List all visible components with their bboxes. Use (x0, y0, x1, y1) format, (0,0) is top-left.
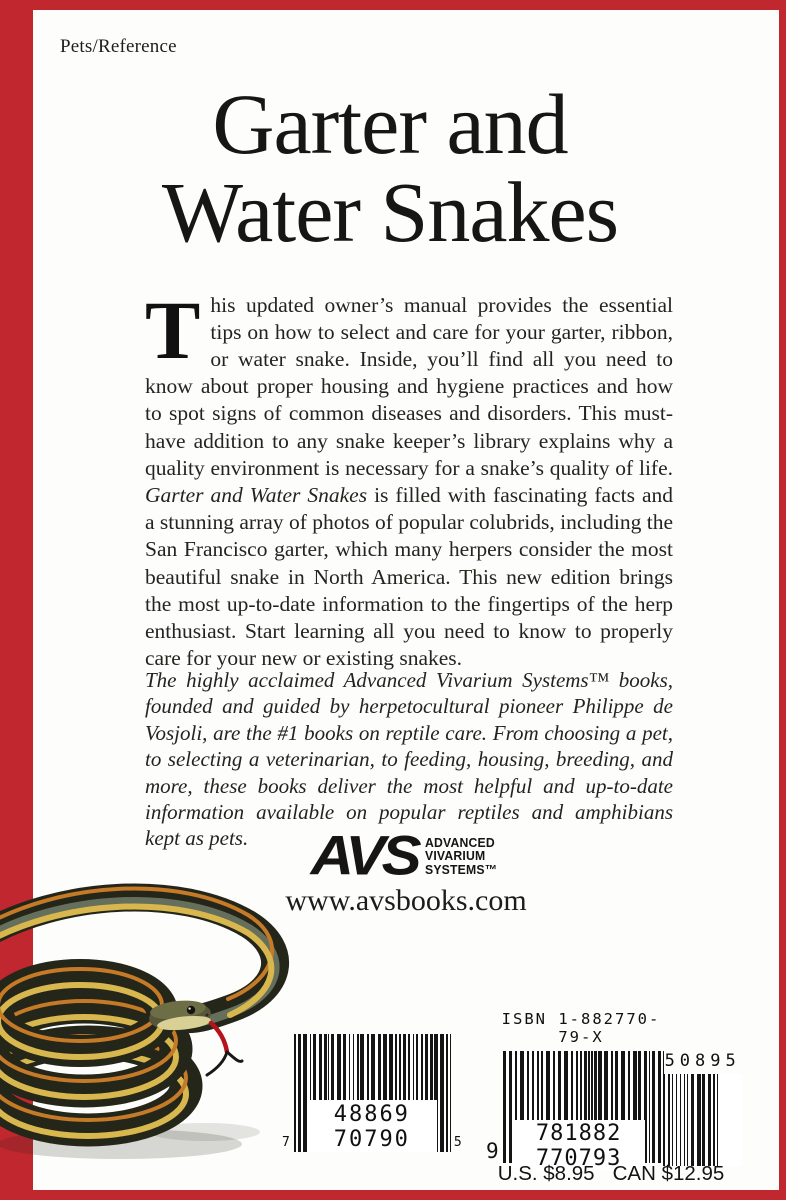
drop-cap: T (145, 283, 201, 376)
ean-digit-left: 9 (486, 1139, 499, 1163)
isbn-barcode (486, 1010, 743, 1171)
website-url: www.avsbooks.com (285, 884, 527, 917)
avs-logo (33, 824, 779, 887)
description-part1: his updated owner’s manual provides the essential tips on how to select and care for your garter, ribbon, or water snake. Inside, you’ll find all you need to know about proper housing and hygiene practices and how to spot signs of common diseases and disorders. This must-have addition to any snake keeper’s library explains why a quality environment is necessary for a snake’s quality of life. (145, 292, 673, 480)
avs-logo-line3: SYSTEMS™ (424, 861, 497, 877)
upc-digit-left: 7 (282, 1135, 290, 1150)
avs-logo-acronym: AVS (310, 824, 418, 887)
ean-digits-main: 781882 770793 (513, 1120, 645, 1171)
ean-addon-bars (663, 1074, 743, 1166)
price-can: CAN $12.95 (612, 1162, 725, 1185)
price-line (486, 1162, 736, 1186)
upc-digits-main: 48869 70790 (307, 1100, 437, 1152)
description-part2: is filled with fascinating facts and a stunning array of photos of popular colubrids, including the San Francisco garter, which many herpers consider the most beautiful snake in North America. This new edition brings the most up-to-date information to the fingertips of the herp enthusiast. Start learning all you need to know to properly care for your new or existing snakes. (145, 482, 673, 671)
upc-bars (294, 1034, 450, 1152)
avs-logo-text (425, 836, 497, 877)
book-title (60, 76, 720, 260)
avs-logo-line1: ADVANCED (424, 834, 495, 850)
publisher-blurb: The highly acclaimed Advanced Vivarium Systems™ books, founded and guided by herpetocultural pioneer Philippe de Vosjoli, are the #1 books on reptile care. From choosing a pet, to selecting a veterinarian, to feeding, housing, breeding, and more, these books deliver the most helpful and up-to-date information available on popular reptiles and amphibians kept as pets. (145, 668, 673, 851)
inline-book-title: Garter and Water Snakes (145, 482, 368, 507)
ean-bars (503, 1051, 655, 1171)
ean-addon (663, 1051, 743, 1166)
title-line-1: Garter and (212, 76, 568, 172)
ean-addon-label: 50895 (664, 1051, 741, 1071)
isbn-label: ISBN 1-882770-79-X (501, 1010, 661, 1046)
upc-barcode (282, 1034, 462, 1152)
title-line-2: Water Snakes (161, 164, 619, 260)
avs-logo-line2: VIVARIUM (424, 848, 485, 864)
description-paragraph (145, 283, 673, 673)
price-us: U.S. $8.95 (497, 1162, 595, 1185)
upc-digit-right: 5 (453, 1135, 462, 1150)
category-label: Pets/Reference (60, 36, 177, 57)
snake-photo (0, 882, 302, 1178)
